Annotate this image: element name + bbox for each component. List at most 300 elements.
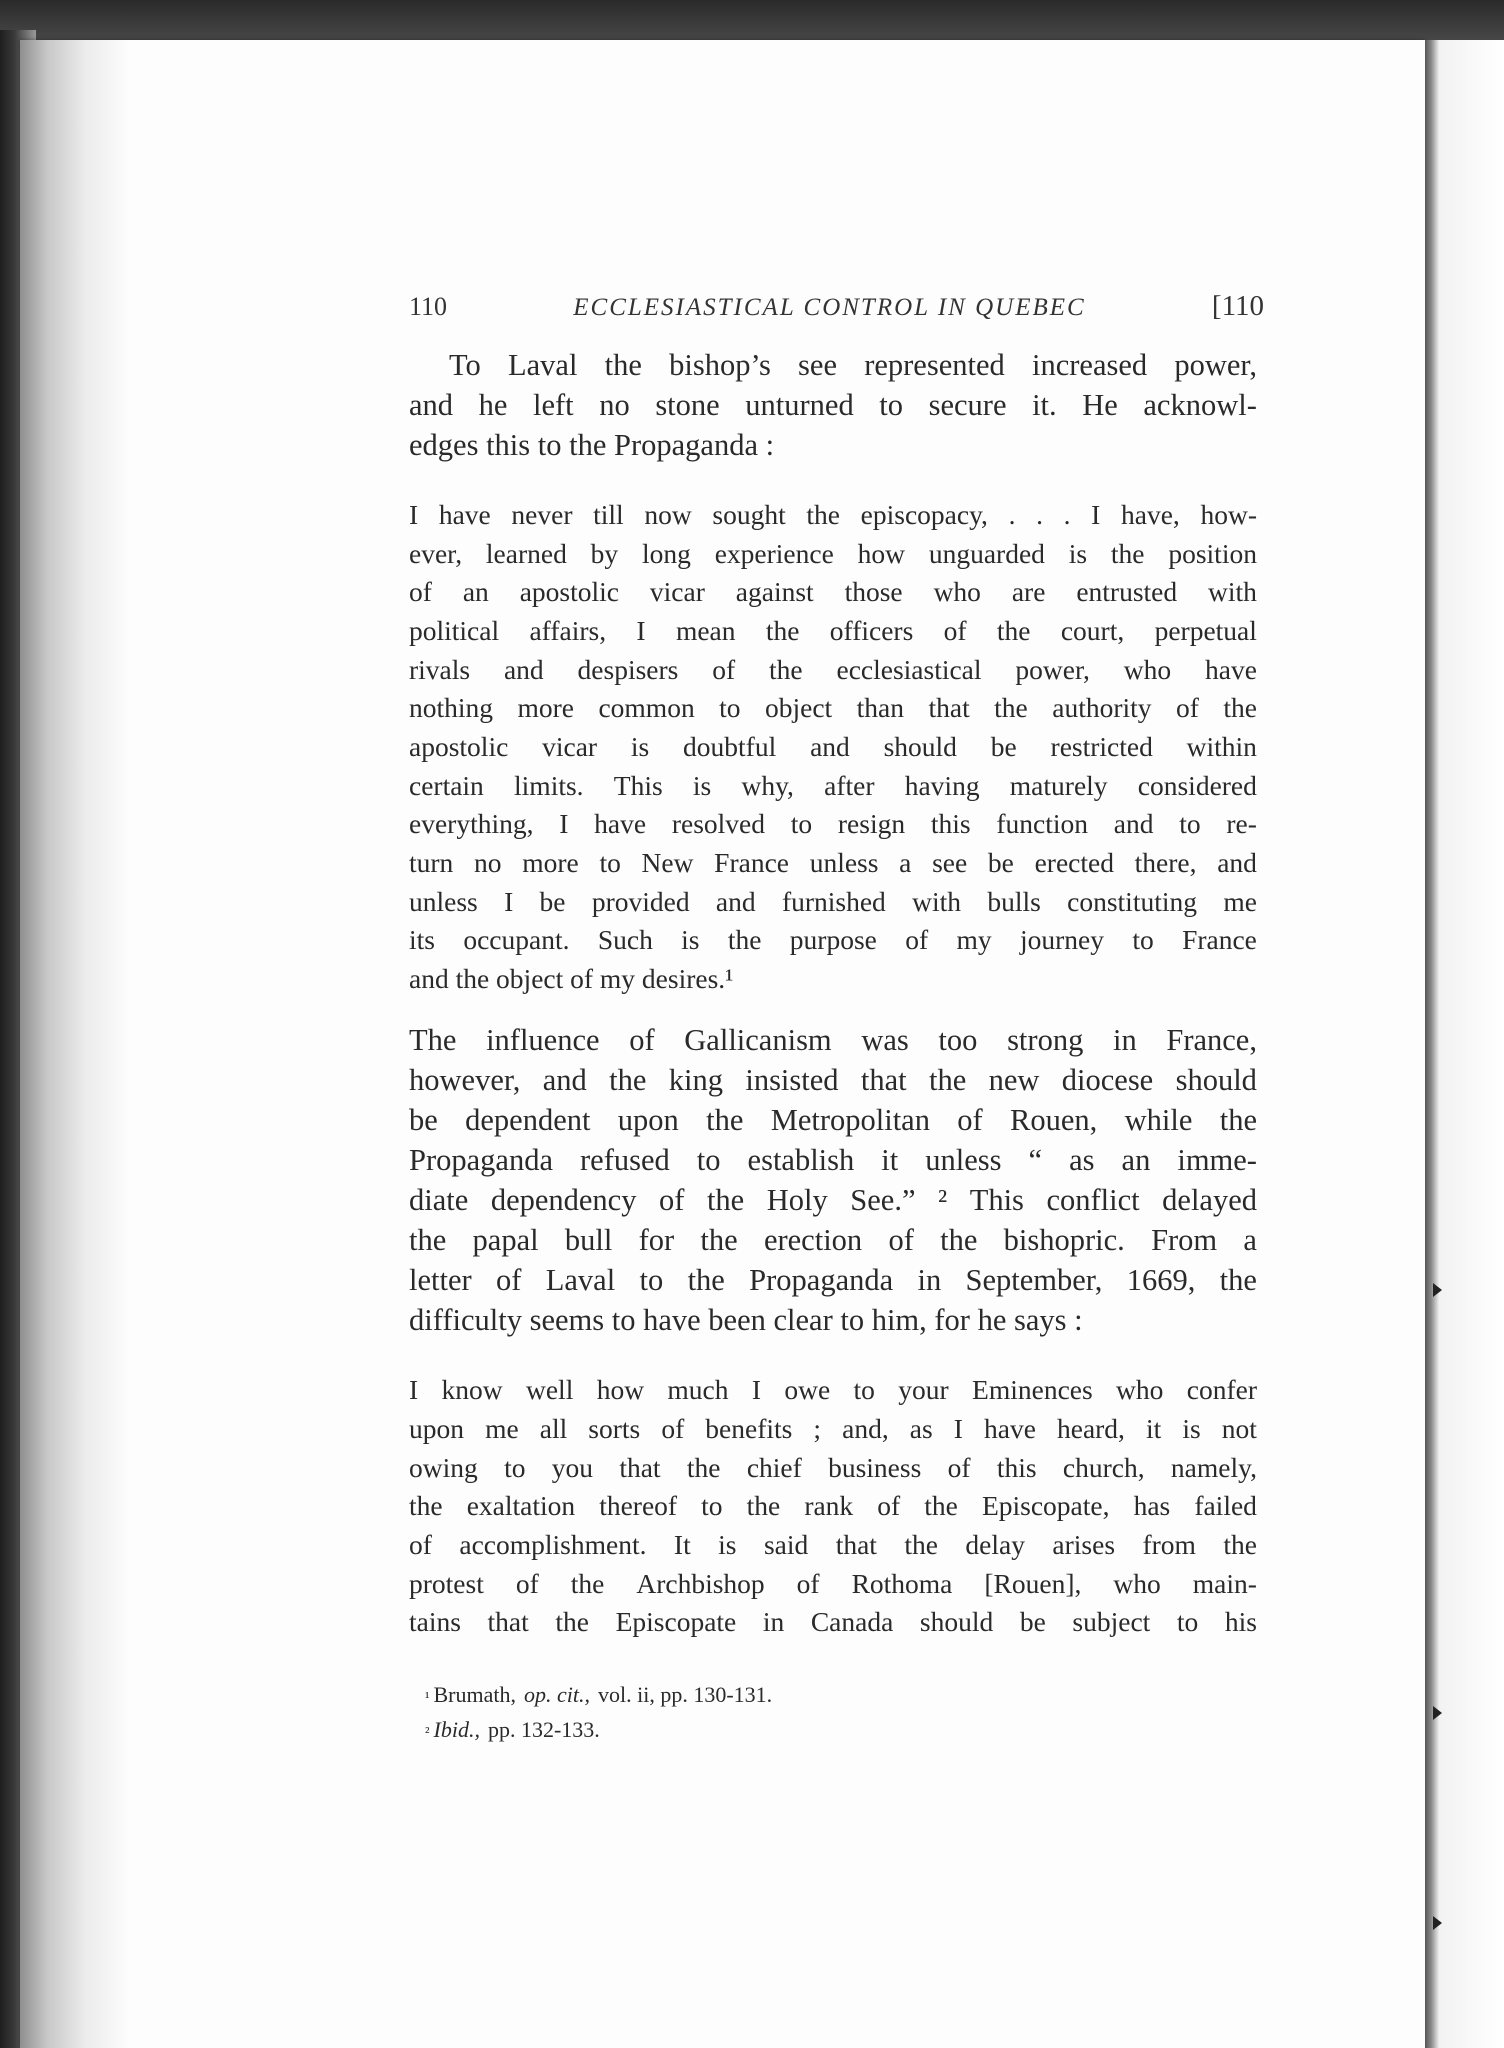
word: have: [1204, 654, 1257, 685]
word: said: [763, 1529, 809, 1560]
word: it: [1146, 1413, 1162, 1444]
word: know: [441, 1374, 503, 1405]
word: to: [790, 808, 813, 839]
word: unless: [809, 847, 879, 878]
word: Propaganda: [749, 1263, 894, 1297]
word: imme-: [1177, 1143, 1257, 1177]
paragraph-line: difficulty seems to have been clear to him, for he says :: [409, 1303, 1083, 1337]
word: .: [1063, 499, 1071, 530]
word: ever,: [409, 538, 463, 569]
word: delay: [965, 1529, 1025, 1560]
word: that: [860, 1063, 907, 1097]
word: till: [593, 499, 624, 530]
word: ²: [938, 1183, 948, 1217]
paragraph-line: [409, 1100, 1257, 1140]
word: your: [898, 1374, 949, 1405]
word: of: [957, 1103, 983, 1137]
word: .: [1008, 499, 1016, 530]
word: the: [1219, 1103, 1257, 1137]
word: against: [735, 576, 814, 607]
word: sorts: [588, 1413, 641, 1444]
word: increased: [1031, 348, 1148, 382]
word: an: [1121, 1143, 1151, 1177]
word: entrusted: [1076, 576, 1178, 607]
word: stone: [655, 388, 720, 422]
word: tains: [409, 1606, 461, 1637]
footnote-source: Brumath,: [433, 1682, 516, 1707]
word: long: [642, 538, 691, 569]
word: was: [861, 1023, 909, 1057]
word: 1669,: [1126, 1263, 1196, 1297]
page-number-right: [110: [1211, 290, 1264, 322]
word: Archbishop: [636, 1568, 765, 1599]
word: accomplishment.: [459, 1529, 647, 1560]
word: protest: [409, 1568, 484, 1599]
word: This: [613, 770, 663, 801]
word: having: [904, 770, 980, 801]
word: political: [409, 615, 500, 646]
word: my: [956, 924, 992, 955]
word: no: [599, 388, 630, 422]
word: power,: [1174, 348, 1257, 382]
word: maturely: [1009, 770, 1108, 801]
word: Rothoma: [851, 1568, 953, 1599]
word: constituting: [1067, 886, 1197, 917]
word: bishopric.: [1003, 1223, 1125, 1257]
word: it: [881, 1143, 899, 1177]
quote-line: [409, 689, 1257, 727]
word: the: [555, 1606, 589, 1637]
footnote-marker: ¹: [425, 1690, 430, 1706]
word: .: [1036, 499, 1043, 530]
word: diate: [409, 1183, 469, 1217]
word: the: [1110, 538, 1145, 569]
word: Rouen,: [1010, 1103, 1098, 1137]
word: ;: [813, 1413, 822, 1444]
word: that: [619, 1452, 661, 1483]
word: insisted: [745, 1063, 839, 1097]
word: thereof: [599, 1490, 678, 1521]
word: have: [984, 1413, 1036, 1444]
word: It: [673, 1529, 691, 1560]
word: limits.: [514, 770, 584, 801]
word: and: [1217, 847, 1257, 878]
word: provided: [591, 886, 690, 917]
word: Holy: [766, 1183, 828, 1217]
word: a: [899, 847, 912, 878]
word: I: [409, 499, 419, 530]
word: conflict: [1046, 1183, 1140, 1217]
word: of: [943, 615, 967, 646]
word: and: [503, 654, 544, 685]
word: secure: [928, 388, 1007, 422]
quote-line: [409, 1603, 1257, 1641]
word: episcopacy,: [860, 499, 988, 530]
word: of: [629, 1023, 655, 1057]
word: chief: [746, 1452, 802, 1483]
word: experience: [714, 538, 834, 569]
word: never: [511, 499, 573, 530]
word: to: [599, 847, 621, 878]
word: who: [1116, 1374, 1164, 1405]
word: diocese: [1061, 1063, 1154, 1097]
footnote: [425, 1680, 1273, 1710]
word: re-: [1226, 808, 1257, 839]
word: have: [594, 808, 647, 839]
word: doubtful: [683, 731, 777, 762]
word: acknowl-: [1143, 388, 1257, 422]
quote-line: [409, 1565, 1257, 1603]
word: represented: [864, 348, 1005, 382]
word: the: [806, 499, 840, 530]
word: it.: [1032, 388, 1057, 422]
footnote-marker: ²: [425, 1725, 430, 1741]
word: than: [856, 692, 905, 723]
word: Eminences: [972, 1374, 1093, 1405]
word: This: [969, 1183, 1024, 1217]
quote-line: [409, 651, 1257, 689]
quote-line: [409, 573, 1257, 611]
word: the: [609, 1063, 647, 1097]
footnote-rest: vol. ii, pp. 130-131.: [598, 1682, 773, 1707]
word: upon: [617, 1103, 679, 1137]
word: Such: [597, 924, 653, 955]
word: how-: [1200, 499, 1257, 530]
word: should: [919, 1606, 994, 1637]
word: sought: [712, 499, 786, 530]
word: bishop’s: [669, 348, 771, 382]
word: see: [798, 348, 837, 382]
word: while: [1124, 1103, 1193, 1137]
word: I: [636, 615, 646, 646]
word: you: [551, 1452, 594, 1483]
word: see: [932, 847, 968, 878]
quote-line: [409, 496, 1257, 534]
word: of: [515, 1568, 539, 1599]
word: the: [409, 1223, 447, 1257]
word: and: [715, 886, 756, 917]
word: more: [517, 692, 574, 723]
word: furnished: [781, 886, 886, 917]
quote-line: [409, 1487, 1257, 1525]
word: journey: [1019, 924, 1104, 955]
word: is: [718, 1529, 737, 1560]
word: the: [1219, 1263, 1257, 1297]
word: that: [835, 1529, 877, 1560]
word: I: [559, 808, 569, 839]
paragraph-line: [409, 345, 1257, 385]
word: to: [639, 1263, 664, 1297]
word: the: [928, 1063, 967, 1097]
word: who: [933, 576, 981, 607]
page-number-left: 110: [409, 292, 448, 321]
viewer-top-bar: [0, 0, 1504, 44]
word: the: [409, 1490, 443, 1521]
word: church,: [1062, 1452, 1145, 1483]
word: to: [719, 692, 741, 723]
word: and: [409, 388, 454, 422]
word: failed: [1194, 1490, 1257, 1521]
word: vicar: [649, 576, 705, 607]
paragraph-line: [409, 1020, 1257, 1060]
word: To: [449, 348, 481, 382]
word: this: [930, 808, 971, 839]
word: court,: [1060, 615, 1125, 646]
word: the: [686, 1452, 721, 1483]
word: occupant.: [463, 924, 570, 955]
word: influence: [486, 1023, 600, 1057]
word: September,: [965, 1263, 1103, 1297]
word: not: [1221, 1413, 1257, 1444]
word: now: [644, 499, 692, 530]
word: and: [1113, 808, 1154, 839]
word: dependent: [465, 1103, 591, 1137]
word: everything,: [409, 808, 534, 839]
paragraph-line: [409, 1060, 1257, 1100]
word: the: [570, 1568, 605, 1599]
word: benefits: [705, 1413, 793, 1444]
paragraph-line: [409, 1180, 1257, 1220]
quote-line: [409, 612, 1257, 650]
word: upon: [409, 1413, 464, 1444]
word: from: [1142, 1529, 1196, 1560]
word: after: [824, 770, 875, 801]
word: restricted: [1050, 731, 1153, 762]
paragraph-line: [409, 385, 1257, 425]
word: left: [533, 388, 574, 422]
word: that: [487, 1606, 529, 1637]
word: the: [940, 1223, 978, 1257]
word: its: [409, 924, 435, 955]
word: who: [1123, 654, 1172, 685]
word: unless: [409, 886, 478, 917]
word: owing: [409, 1452, 478, 1483]
word: owe: [784, 1374, 831, 1405]
word: is: [1182, 1413, 1201, 1444]
word: bull: [564, 1223, 613, 1257]
word: main-: [1192, 1568, 1257, 1599]
word: power,: [1015, 654, 1090, 685]
word: well: [525, 1374, 574, 1405]
word: this: [996, 1452, 1037, 1483]
page-tab-marker-icon: [1433, 1283, 1442, 1297]
word: should: [1175, 1063, 1257, 1097]
word: of: [659, 1183, 685, 1217]
word: business: [828, 1452, 922, 1483]
word: with: [1208, 576, 1257, 607]
word: confer: [1186, 1374, 1257, 1405]
word: the: [706, 1103, 744, 1137]
word: has: [1133, 1490, 1171, 1521]
word: to: [701, 1490, 723, 1521]
quote-line: [409, 1526, 1257, 1564]
word: Gallicanism: [684, 1023, 832, 1057]
word: Canada: [810, 1606, 894, 1637]
footnote: [425, 1715, 1273, 1745]
word: are: [1011, 576, 1046, 607]
word: bulls: [987, 886, 1041, 917]
running-title: ECCLESIASTICAL CONTROL IN QUEBEC: [573, 294, 1086, 321]
word: “: [1028, 1143, 1043, 1177]
word: apostolic: [519, 576, 619, 607]
word: certain: [409, 770, 484, 801]
word: of: [947, 1452, 971, 1483]
word: namely,: [1170, 1452, 1257, 1483]
word: turn: [409, 847, 454, 878]
word: should: [883, 731, 957, 762]
word: there,: [1134, 847, 1197, 878]
word: I: [504, 886, 514, 917]
word: the: [904, 1529, 938, 1560]
word: ecclesiastical: [836, 654, 982, 685]
word: of: [409, 1529, 432, 1560]
word: of: [905, 924, 929, 955]
quote-line: [409, 535, 1257, 573]
word: to: [504, 1452, 526, 1483]
word: an: [462, 576, 489, 607]
word: common: [598, 692, 695, 723]
word: erection: [763, 1223, 863, 1257]
quote-line: [409, 1410, 1257, 1448]
word: Laval: [545, 1263, 616, 1297]
word: function: [996, 808, 1088, 839]
word: and: [542, 1063, 587, 1097]
word: no: [474, 847, 502, 878]
word: to: [1132, 924, 1154, 955]
word: authority: [1052, 692, 1152, 723]
word: be: [1019, 1606, 1046, 1637]
word: officers: [829, 615, 914, 646]
word: however,: [409, 1063, 521, 1097]
word: have,: [1121, 499, 1180, 530]
word: Episcopate: [615, 1606, 737, 1637]
word: He: [1082, 388, 1118, 422]
quote-line: [409, 844, 1257, 882]
word: the: [604, 348, 642, 382]
word: papal: [472, 1223, 539, 1257]
word: refused: [580, 1143, 670, 1177]
word: much: [667, 1374, 729, 1405]
word: the: [727, 924, 762, 955]
word: subject: [1072, 1606, 1151, 1637]
word: strong: [1007, 1023, 1084, 1057]
word: I: [751, 1374, 762, 1405]
paragraph-line: edges this to the Propaganda :: [409, 428, 775, 462]
word: the: [1223, 1529, 1257, 1560]
word: me: [485, 1413, 519, 1444]
page-tab-marker-icon: [1433, 1916, 1442, 1930]
word: letter: [409, 1263, 472, 1297]
word: Metropolitan: [770, 1103, 930, 1137]
word: considered: [1137, 770, 1257, 801]
running-header: [409, 286, 1264, 326]
word: to: [1176, 1606, 1199, 1637]
word: heard,: [1056, 1413, 1125, 1444]
word: those: [844, 576, 903, 607]
word: the: [687, 1263, 725, 1297]
word: why,: [741, 770, 794, 801]
quote-line: [409, 1449, 1257, 1487]
word: See.”: [850, 1183, 916, 1217]
word: vicar: [542, 731, 598, 762]
word: perpetual: [1154, 615, 1257, 646]
word: to: [1179, 808, 1201, 839]
word: that: [928, 692, 970, 723]
word: France: [1182, 924, 1257, 955]
word: dependency: [490, 1183, 637, 1217]
word: who: [1113, 1568, 1161, 1599]
word: all: [539, 1413, 568, 1444]
page-tab-marker-icon: [1433, 1706, 1442, 1720]
footnote-italic: op. cit.,: [524, 1682, 590, 1707]
word: unguarded: [928, 538, 1045, 569]
word: be: [539, 886, 566, 917]
paragraph-line: [409, 1260, 1257, 1300]
word: by: [590, 538, 619, 569]
word: mean: [675, 615, 736, 646]
word: the: [1223, 692, 1257, 723]
word: I: [1091, 499, 1101, 530]
word: erected: [1034, 847, 1114, 878]
word: rank: [804, 1490, 854, 1521]
quote-line: [409, 767, 1257, 805]
word: resolved: [671, 808, 765, 839]
word: how: [596, 1374, 645, 1405]
paragraph-line: [409, 1220, 1257, 1260]
word: nothing: [409, 692, 494, 723]
word: France: [714, 847, 789, 878]
word: I: [953, 1413, 963, 1444]
word: the: [746, 1490, 781, 1521]
word: and,: [842, 1413, 889, 1444]
word: of: [495, 1263, 522, 1297]
quote-line: [409, 883, 1257, 921]
word: be: [409, 1103, 438, 1137]
word: despisers: [577, 654, 679, 685]
word: object: [765, 692, 833, 723]
word: be: [987, 847, 1014, 878]
word: with: [912, 886, 962, 917]
page-gutter-shadow: [20, 40, 130, 2048]
word: king: [668, 1063, 723, 1097]
word: of: [661, 1413, 685, 1444]
word: too: [938, 1023, 978, 1057]
word: the: [994, 692, 1028, 723]
word: From: [1151, 1223, 1218, 1257]
word: the: [765, 615, 800, 646]
word: Episcopate,: [981, 1490, 1110, 1521]
adjacent-page-edge: [1425, 40, 1504, 2048]
word: the: [996, 615, 1031, 646]
word: of: [1175, 692, 1199, 723]
word: New: [641, 847, 694, 878]
footnote-italic: Ibid.,: [433, 1717, 480, 1742]
word: me: [1223, 886, 1257, 917]
word: unless: [925, 1143, 1002, 1177]
word: of: [888, 1223, 914, 1257]
word: he: [478, 388, 508, 422]
word: purpose: [789, 924, 877, 955]
word: Propaganda: [409, 1143, 553, 1177]
word: delayed: [1162, 1183, 1257, 1217]
word: position: [1168, 538, 1257, 569]
quote-line: [409, 805, 1257, 843]
quote-line: [409, 921, 1257, 959]
quote-line: and the object of my desires.¹: [409, 963, 734, 994]
word: exaltation: [466, 1490, 576, 1521]
word: how: [857, 538, 905, 569]
word: be: [990, 731, 1017, 762]
